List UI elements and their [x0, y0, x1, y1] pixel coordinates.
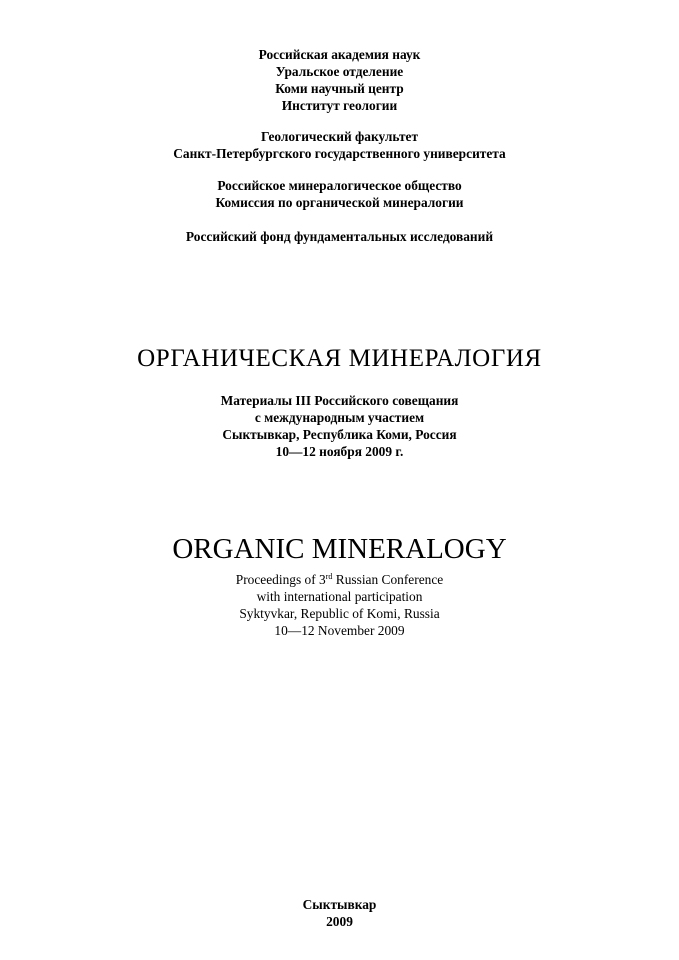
en-subtitle-line: Syktyvkar, Republic of Komi, Russia: [239, 606, 440, 621]
header-line: Российская академия наук: [258, 47, 421, 62]
header-faculty: [0, 128, 679, 162]
ru-subtitle-line: Сыктывкар, Республика Коми, Россия: [222, 427, 457, 442]
ru-title: ОРГАНИЧЕСКАЯ МИНЕРАЛОГИЯ: [137, 345, 542, 372]
en-subtitle-line: with international participation: [256, 589, 423, 604]
en-proceedings-suffix: Russian Conference: [332, 572, 444, 587]
ru-subtitle-line: Материалы III Российского совещания: [220, 393, 459, 408]
header-line: Коми научный центр: [275, 81, 404, 96]
en-subtitle: [0, 571, 679, 639]
en-subtitle-line: 10—12 November 2009: [274, 623, 405, 638]
en-proceedings-sup: rd: [325, 572, 333, 581]
header-line: Российский фонд фундаментальных исследований: [185, 229, 494, 244]
en-proceedings-line: [0, 571, 679, 588]
footer-year: 2009: [326, 914, 353, 929]
ru-subtitle: [0, 392, 679, 460]
header-line: Санкт-Петербургского государственного университета: [173, 146, 506, 161]
header-line: Российское минералогическое общество: [217, 178, 462, 193]
footer: [0, 896, 679, 930]
header-society: [0, 177, 679, 211]
header-line: Институт геологии: [281, 98, 398, 113]
header-line: Комиссия по органической минералогии: [215, 195, 464, 210]
header-line: Уральское отделение: [275, 64, 404, 79]
en-title: ORGANIC MINERALOGY: [172, 533, 507, 565]
footer-city: Сыктывкар: [302, 897, 377, 912]
header-institutions: [0, 46, 679, 114]
ru-subtitle-line: с международным участием: [254, 410, 425, 425]
ru-subtitle-line: 10—12 ноября 2009 г.: [275, 444, 404, 459]
header-line: Геологический факультет: [260, 129, 419, 144]
en-proceedings-prefix: Proceedings of 3: [235, 572, 326, 587]
header-fund: [0, 228, 679, 245]
